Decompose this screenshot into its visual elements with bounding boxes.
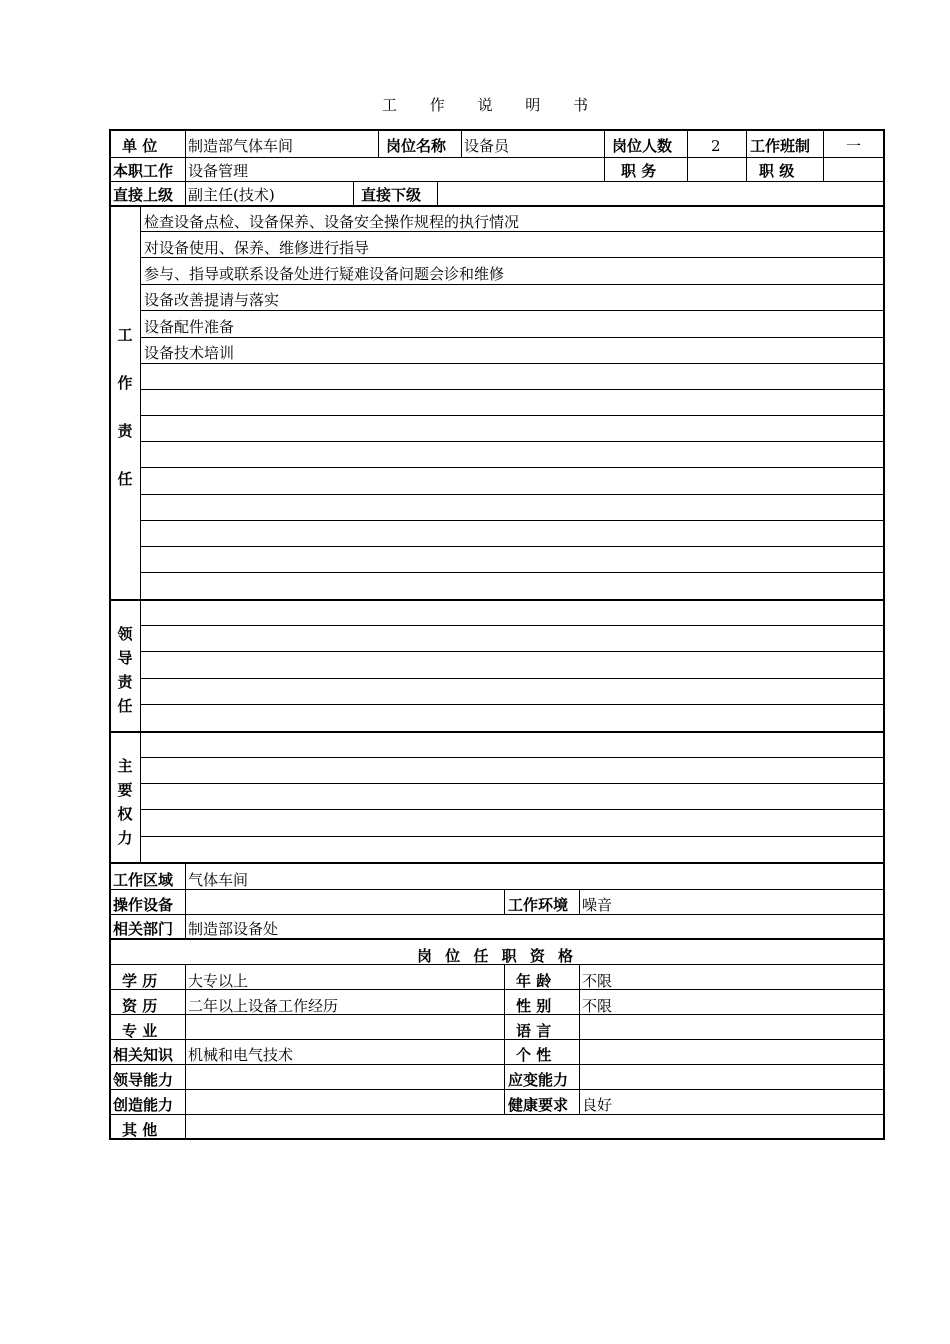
label-char: 权 (117, 805, 133, 823)
responsibility-item: 检查设备点检、设备保养、设备安全操作规程的执行情况 (144, 213, 520, 231)
experience-value: 二年以上设备工作经历 (188, 997, 339, 1015)
divider (141, 441, 884, 442)
related-dept-value: 制造部设备处 (188, 920, 279, 938)
divider (141, 783, 884, 784)
gender-value: 不限 (582, 997, 613, 1015)
main-work-label: 本职工作 (113, 162, 174, 180)
divider (110, 964, 884, 965)
headcount-value: 2 (711, 137, 721, 155)
equipment-label: 操作设备 (113, 896, 174, 914)
responsibility-item: 对设备使用、保养、维修进行指导 (144, 239, 370, 257)
label-char: 任 (117, 470, 133, 488)
divider (504, 889, 505, 915)
divider (110, 731, 884, 733)
divider (185, 964, 186, 1139)
divider (141, 520, 884, 521)
language-label: 语 言 (516, 1022, 552, 1040)
adaptability-label: 应变能力 (508, 1071, 569, 1089)
age-label: 年 龄 (516, 972, 552, 990)
authority-label (110, 755, 140, 851)
health-value: 良好 (582, 1096, 613, 1114)
superior-value: 副主任(技术) (188, 186, 275, 204)
unit-label: 单 位 (122, 137, 158, 155)
education-label: 学 历 (122, 972, 158, 990)
knowledge-value: 机械和电气技术 (188, 1046, 294, 1064)
label-char: 主 (117, 757, 133, 775)
divider (110, 914, 884, 915)
divider (110, 1039, 884, 1040)
divider (504, 964, 505, 1115)
main-work-value: 设备管理 (188, 162, 249, 180)
divider (140, 206, 141, 862)
gender-label: 性 别 (516, 997, 552, 1015)
health-label: 健康要求 (508, 1096, 569, 1114)
label-char: 导 (117, 649, 133, 667)
responsibilities-label (110, 324, 140, 516)
divider (110, 599, 884, 601)
experience-label: 资 历 (122, 997, 158, 1015)
label-char: 力 (117, 829, 133, 847)
divider (141, 467, 884, 468)
divider (185, 864, 186, 939)
other-label: 其 他 (122, 1121, 158, 1139)
divider (353, 181, 354, 206)
major-label: 专 业 (122, 1022, 158, 1040)
responsibility-item: 设备改善提请与落实 (144, 291, 280, 309)
leadership-label (110, 623, 140, 719)
environment-label: 工作环境 (508, 896, 569, 914)
divider (437, 181, 438, 206)
divider (185, 131, 186, 206)
responsibility-item: 设备配件准备 (144, 318, 235, 336)
divider (461, 131, 462, 158)
responsibility-item: 设备技术培训 (144, 344, 235, 362)
divider (687, 131, 688, 182)
environment-value: 噪音 (582, 896, 613, 914)
personality-label: 个 性 (516, 1046, 552, 1064)
divider (823, 131, 824, 182)
divider (579, 964, 580, 1115)
label-char: 责 (117, 422, 133, 440)
divider (141, 572, 884, 573)
work-area-value: 气体车间 (188, 871, 249, 889)
unit-value: 制造部气体车间 (188, 137, 294, 155)
divider (141, 415, 884, 416)
divider (110, 1089, 884, 1090)
divider (141, 546, 884, 547)
post-name-value: 设备员 (464, 137, 510, 155)
divider (141, 704, 884, 705)
divider (110, 157, 884, 158)
divider (746, 131, 747, 182)
knowledge-label: 相关知识 (113, 1046, 174, 1064)
divider (141, 389, 884, 390)
divider (141, 363, 884, 364)
divider (604, 131, 605, 182)
divider (141, 337, 884, 338)
divider (141, 651, 884, 652)
subordinate-label: 直接下级 (361, 186, 422, 204)
label-char: 责 (117, 673, 133, 691)
divider (141, 678, 884, 679)
divider (110, 1114, 884, 1115)
label-char: 要 (117, 781, 133, 799)
label-char: 作 (117, 374, 133, 392)
divider (378, 131, 379, 158)
work-area-label: 工作区域 (113, 871, 174, 889)
divider (141, 836, 884, 837)
duty-label: 职 务 (621, 162, 657, 180)
divider (579, 889, 580, 915)
age-value: 不限 (582, 972, 613, 990)
divider (141, 625, 884, 626)
education-value: 大专以上 (188, 972, 249, 990)
shift-value: 一 (846, 137, 862, 155)
qualifications-heading: 岗 位 任 职 资 格 (416, 947, 578, 965)
label-char: 领 (117, 625, 133, 643)
headcount-label: 岗位人数 (612, 137, 673, 155)
responsibility-item: 参与、指导或联系设备处进行疑难设备问题会诊和维修 (144, 265, 505, 283)
divider (141, 494, 884, 495)
post-name-label: 岗位名称 (386, 137, 447, 155)
shift-label: 工作班制 (750, 137, 811, 155)
creativity-label: 创造能力 (113, 1096, 174, 1114)
divider (141, 757, 884, 758)
related-dept-label: 相关部门 (113, 920, 174, 938)
divider (110, 862, 884, 864)
label-char: 任 (117, 697, 133, 715)
divider (141, 809, 884, 810)
level-label: 职 级 (759, 162, 795, 180)
leadership-ability-label: 领导能力 (113, 1071, 174, 1089)
label-char: 工 (117, 326, 133, 344)
superior-label: 直接上级 (113, 186, 174, 204)
document-title: 工 作 说 明 书 (381, 96, 603, 114)
